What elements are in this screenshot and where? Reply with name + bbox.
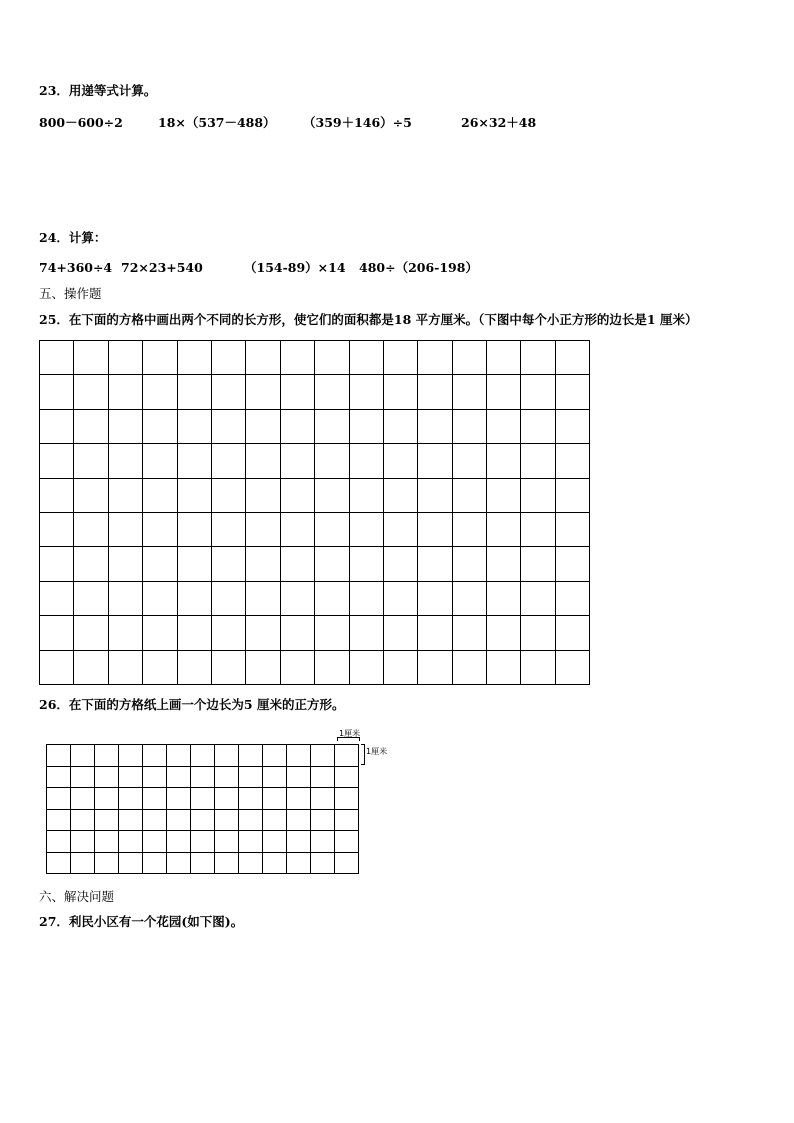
q26-title: 26．在下面的方格纸上画一个边长为5 厘米的正方形。 <box>39 697 345 712</box>
grid-cell[interactable] <box>143 745 167 767</box>
grid-cell[interactable] <box>311 788 335 810</box>
grid-cell[interactable] <box>246 650 280 684</box>
grid-cell[interactable] <box>246 444 280 478</box>
grid-cell[interactable] <box>280 581 314 615</box>
grid-cell[interactable] <box>167 766 191 788</box>
grid-cell[interactable] <box>521 512 555 546</box>
grid-cell[interactable] <box>191 831 215 853</box>
unit-label-top: 1厘米 <box>339 729 361 738</box>
grid-cell[interactable] <box>95 852 119 874</box>
grid-cell[interactable] <box>246 616 280 650</box>
grid-cell[interactable] <box>246 341 280 375</box>
grid-cell[interactable] <box>383 409 417 443</box>
grid-cell[interactable] <box>315 478 349 512</box>
q23-expr-4: 26×32＋48 <box>461 115 537 130</box>
grid-cell[interactable] <box>119 809 143 831</box>
q25-grid[interactable] <box>39 340 590 685</box>
grid-cell[interactable] <box>349 375 383 409</box>
grid-cell[interactable] <box>521 341 555 375</box>
grid-cell[interactable] <box>280 547 314 581</box>
grid-cell[interactable] <box>177 616 211 650</box>
grid-cell[interactable] <box>215 809 239 831</box>
grid-cell[interactable] <box>383 650 417 684</box>
grid-cell[interactable] <box>555 581 589 615</box>
grid-cell[interactable] <box>246 512 280 546</box>
grid-cell[interactable] <box>280 444 314 478</box>
grid-cell[interactable] <box>143 341 177 375</box>
grid-cell[interactable] <box>74 512 108 546</box>
grid-cell[interactable] <box>47 852 71 874</box>
grid-cell[interactable] <box>95 745 119 767</box>
grid-cell[interactable] <box>211 547 245 581</box>
grid-cell[interactable] <box>383 444 417 478</box>
grid-cell[interactable] <box>311 809 335 831</box>
q23-expr-1: 800－600÷2 <box>39 115 123 130</box>
grid-cell[interactable] <box>487 409 521 443</box>
grid-cell[interactable] <box>418 581 452 615</box>
grid-cell[interactable] <box>143 852 167 874</box>
grid-cell[interactable] <box>143 616 177 650</box>
grid-cell[interactable] <box>191 766 215 788</box>
grid-cell[interactable] <box>215 766 239 788</box>
grid-cell[interactable] <box>521 375 555 409</box>
grid-cell[interactable] <box>211 650 245 684</box>
grid-cell[interactable] <box>383 512 417 546</box>
q24-expr-1: 74+360÷4 <box>39 260 113 275</box>
grid-cell[interactable] <box>74 616 108 650</box>
grid-cell[interactable] <box>119 788 143 810</box>
grid-cell[interactable] <box>177 409 211 443</box>
grid-cell[interactable] <box>263 831 287 853</box>
grid-cell[interactable] <box>521 478 555 512</box>
grid-cell[interactable] <box>335 831 359 853</box>
grid-cell[interactable] <box>108 581 142 615</box>
grid-cell[interactable] <box>315 444 349 478</box>
grid-cell[interactable] <box>191 745 215 767</box>
grid-cell[interactable] <box>418 478 452 512</box>
grid-cell[interactable] <box>246 478 280 512</box>
grid-cell[interactable] <box>246 375 280 409</box>
grid-cell[interactable] <box>521 409 555 443</box>
q26-grid[interactable] <box>46 744 359 874</box>
grid-cell[interactable] <box>95 788 119 810</box>
grid-cell[interactable] <box>280 512 314 546</box>
grid-cell[interactable] <box>246 581 280 615</box>
grid-cell[interactable] <box>211 375 245 409</box>
q24-title: 24．计算： <box>39 230 107 245</box>
q25-title: 25．在下面的方格中画出两个不同的长方形，使它们的面积都是18 平方厘米。（下图中每个小正方形的边长是1 厘米） <box>39 312 698 327</box>
q23-expr-2: 18×（537－488） <box>158 115 276 130</box>
grid-cell[interactable] <box>74 444 108 478</box>
grid-cell[interactable] <box>143 766 167 788</box>
grid-cell[interactable] <box>349 341 383 375</box>
grid-cell[interactable] <box>349 444 383 478</box>
grid-cell[interactable] <box>349 409 383 443</box>
grid-cell[interactable] <box>555 444 589 478</box>
grid-cell[interactable] <box>215 788 239 810</box>
grid-cell[interactable] <box>40 547 74 581</box>
grid-cell[interactable] <box>311 852 335 874</box>
grid-cell[interactable] <box>40 341 74 375</box>
grid-cell[interactable] <box>47 745 71 767</box>
grid-cell[interactable] <box>335 852 359 874</box>
grid-cell[interactable] <box>555 341 589 375</box>
grid-cell[interactable] <box>143 650 177 684</box>
grid-cell[interactable] <box>143 831 167 853</box>
grid-cell[interactable] <box>315 581 349 615</box>
grid-cell[interactable] <box>211 444 245 478</box>
grid-cell[interactable] <box>74 547 108 581</box>
grid-cell[interactable] <box>239 788 263 810</box>
grid-cell[interactable] <box>74 650 108 684</box>
grid-cell[interactable] <box>418 375 452 409</box>
q24-expr-2: 72×23+540 <box>121 260 203 275</box>
grid-cell[interactable] <box>143 478 177 512</box>
grid-cell[interactable] <box>487 375 521 409</box>
grid-cell[interactable] <box>521 650 555 684</box>
grid-cell[interactable] <box>74 581 108 615</box>
grid-cell[interactable] <box>177 478 211 512</box>
q24-expr-3: （154-89）×14 <box>244 260 346 275</box>
grid-cell[interactable] <box>280 616 314 650</box>
grid-cell[interactable] <box>487 512 521 546</box>
grid-cell[interactable] <box>383 341 417 375</box>
grid-cell[interactable] <box>349 547 383 581</box>
grid-cell[interactable] <box>452 409 486 443</box>
grid-cell[interactable] <box>177 341 211 375</box>
grid-cell[interactable] <box>74 409 108 443</box>
grid-cell[interactable] <box>74 478 108 512</box>
grid-cell[interactable] <box>40 650 74 684</box>
grid-cell[interactable] <box>452 616 486 650</box>
grid-cell[interactable] <box>167 809 191 831</box>
grid-cell[interactable] <box>74 375 108 409</box>
grid-cell[interactable] <box>95 766 119 788</box>
grid-cell[interactable] <box>452 478 486 512</box>
grid-cell[interactable] <box>40 409 74 443</box>
grid-cell[interactable] <box>280 341 314 375</box>
grid-cell[interactable] <box>487 478 521 512</box>
grid-cell[interactable] <box>315 512 349 546</box>
grid-cell[interactable] <box>71 809 95 831</box>
grid-cell[interactable] <box>263 788 287 810</box>
q24-expr-4: 480÷（206-198） <box>359 260 478 275</box>
grid-cell[interactable] <box>177 547 211 581</box>
grid-cell[interactable] <box>555 616 589 650</box>
grid-cell[interactable] <box>143 547 177 581</box>
grid-cell[interactable] <box>108 375 142 409</box>
grid-cell[interactable] <box>40 512 74 546</box>
grid-cell[interactable] <box>263 766 287 788</box>
grid-cell[interactable] <box>383 375 417 409</box>
grid-cell[interactable] <box>487 444 521 478</box>
grid-cell[interactable] <box>143 375 177 409</box>
grid-cell[interactable] <box>555 547 589 581</box>
grid-cell[interactable] <box>239 809 263 831</box>
grid-cell[interactable] <box>487 581 521 615</box>
grid-cell[interactable] <box>143 444 177 478</box>
grid-cell[interactable] <box>287 809 311 831</box>
grid-cell[interactable] <box>335 809 359 831</box>
grid-cell[interactable] <box>108 616 142 650</box>
grid-cell[interactable] <box>287 745 311 767</box>
grid-cell[interactable] <box>555 512 589 546</box>
grid-cell[interactable] <box>40 581 74 615</box>
grid-cell[interactable] <box>211 409 245 443</box>
grid-cell[interactable] <box>215 831 239 853</box>
grid-cell[interactable] <box>177 650 211 684</box>
grid-cell[interactable] <box>335 766 359 788</box>
grid-cell[interactable] <box>452 581 486 615</box>
grid-cell[interactable] <box>108 341 142 375</box>
grid-cell[interactable] <box>177 375 211 409</box>
grid-cell[interactable] <box>521 616 555 650</box>
grid-cell[interactable] <box>211 581 245 615</box>
grid-cell[interactable] <box>280 650 314 684</box>
grid-cell[interactable] <box>71 852 95 874</box>
grid-cell[interactable] <box>143 512 177 546</box>
grid-cell[interactable] <box>349 512 383 546</box>
grid-cell[interactable] <box>71 766 95 788</box>
grid-cell[interactable] <box>287 831 311 853</box>
grid-cell[interactable] <box>349 650 383 684</box>
unit-label-side: 1厘米 <box>366 747 388 756</box>
grid-cell[interactable] <box>452 512 486 546</box>
grid-cell[interactable] <box>315 547 349 581</box>
grid-cell[interactable] <box>418 512 452 546</box>
grid-cell[interactable] <box>315 650 349 684</box>
grid-cell[interactable] <box>280 409 314 443</box>
grid-cell[interactable] <box>40 616 74 650</box>
grid-cell[interactable] <box>211 512 245 546</box>
grid-cell[interactable] <box>349 478 383 512</box>
grid-cell[interactable] <box>349 581 383 615</box>
grid-cell[interactable] <box>452 341 486 375</box>
grid-cell[interactable] <box>95 809 119 831</box>
grid-cell[interactable] <box>263 852 287 874</box>
grid-cell[interactable] <box>108 478 142 512</box>
grid-cell[interactable] <box>315 409 349 443</box>
grid-cell[interactable] <box>47 831 71 853</box>
grid-cell[interactable] <box>215 852 239 874</box>
grid-cell[interactable] <box>452 650 486 684</box>
grid-cell[interactable] <box>40 375 74 409</box>
grid-cell[interactable] <box>246 547 280 581</box>
q23-title: 23．用递等式计算。 <box>39 83 157 98</box>
grid-cell[interactable] <box>74 341 108 375</box>
grid-cell[interactable] <box>487 650 521 684</box>
grid-cell[interactable] <box>47 788 71 810</box>
grid-cell[interactable] <box>108 547 142 581</box>
grid-cell[interactable] <box>383 478 417 512</box>
grid-cell[interactable] <box>287 852 311 874</box>
grid-cell[interactable] <box>191 809 215 831</box>
grid-cell[interactable] <box>47 809 71 831</box>
grid-cell[interactable] <box>555 375 589 409</box>
grid-cell[interactable] <box>521 444 555 478</box>
grid-cell[interactable] <box>71 831 95 853</box>
grid-cell[interactable] <box>108 409 142 443</box>
grid-cell[interactable] <box>167 788 191 810</box>
grid-cell[interactable] <box>119 766 143 788</box>
grid-cell[interactable] <box>452 375 486 409</box>
grid-cell[interactable] <box>418 650 452 684</box>
grid-cell[interactable] <box>555 478 589 512</box>
section5-title: 五、操作题 <box>39 286 102 301</box>
grid-cell[interactable] <box>119 831 143 853</box>
grid-cell[interactable] <box>40 444 74 478</box>
grid-cell[interactable] <box>418 444 452 478</box>
grid-cell[interactable] <box>383 616 417 650</box>
grid-cell[interactable] <box>239 852 263 874</box>
grid-cell[interactable] <box>280 478 314 512</box>
grid-cell[interactable] <box>521 581 555 615</box>
grid-cell[interactable] <box>119 745 143 767</box>
grid-cell[interactable] <box>383 547 417 581</box>
grid-cell[interactable] <box>263 809 287 831</box>
grid-cell[interactable] <box>335 745 359 767</box>
section6-title: 六、解决问题 <box>39 889 115 904</box>
grid-cell[interactable] <box>287 788 311 810</box>
grid-cell[interactable] <box>167 831 191 853</box>
grid-cell[interactable] <box>239 745 263 767</box>
grid-cell[interactable] <box>108 650 142 684</box>
grid-cell[interactable] <box>215 745 239 767</box>
grid-cell[interactable] <box>108 444 142 478</box>
grid-cell[interactable] <box>191 788 215 810</box>
grid-cell[interactable] <box>143 788 167 810</box>
grid-cell[interactable] <box>108 512 142 546</box>
q23-expr-3: （359＋146）÷5 <box>303 115 412 130</box>
grid-cell[interactable] <box>167 852 191 874</box>
grid-cell[interactable] <box>263 745 287 767</box>
grid-cell[interactable] <box>143 409 177 443</box>
grid-cell[interactable] <box>487 547 521 581</box>
grid-cell[interactable] <box>280 375 314 409</box>
grid-cell[interactable] <box>335 788 359 810</box>
grid-cell[interactable] <box>349 616 383 650</box>
grid-cell[interactable] <box>71 745 95 767</box>
grid-cell[interactable] <box>143 809 167 831</box>
grid-cell[interactable] <box>177 512 211 546</box>
grid-cell[interactable] <box>418 547 452 581</box>
grid-cell[interactable] <box>246 409 280 443</box>
grid-cell[interactable] <box>487 616 521 650</box>
grid-cell[interactable] <box>311 745 335 767</box>
grid-cell[interactable] <box>177 444 211 478</box>
grid-cell[interactable] <box>239 766 263 788</box>
grid-cell[interactable] <box>555 650 589 684</box>
grid-cell[interactable] <box>315 375 349 409</box>
grid-cell[interactable] <box>211 341 245 375</box>
grid-cell[interactable] <box>71 788 95 810</box>
grid-cell[interactable] <box>119 852 143 874</box>
grid-cell[interactable] <box>40 478 74 512</box>
grid-cell[interactable] <box>315 616 349 650</box>
grid-cell[interactable] <box>167 745 191 767</box>
grid-cell[interactable] <box>555 409 589 443</box>
unit-bracket-side <box>361 744 365 765</box>
grid-cell[interactable] <box>239 831 263 853</box>
grid-cell[interactable] <box>191 852 215 874</box>
grid-cell[interactable] <box>311 831 335 853</box>
grid-cell[interactable] <box>418 341 452 375</box>
grid-cell[interactable] <box>211 478 245 512</box>
grid-cell[interactable] <box>418 616 452 650</box>
grid-cell[interactable] <box>47 766 71 788</box>
grid-cell[interactable] <box>211 616 245 650</box>
grid-cell[interactable] <box>452 547 486 581</box>
grid-cell[interactable] <box>315 341 349 375</box>
grid-cell[interactable] <box>383 581 417 615</box>
q27-title: 27．利民小区有一个花园(如下图)。 <box>39 914 244 929</box>
grid-cell[interactable] <box>452 444 486 478</box>
grid-cell[interactable] <box>521 547 555 581</box>
grid-cell[interactable] <box>143 581 177 615</box>
grid-cell[interactable] <box>418 409 452 443</box>
grid-cell[interactable] <box>487 341 521 375</box>
grid-cell[interactable] <box>311 766 335 788</box>
grid-cell[interactable] <box>177 581 211 615</box>
grid-cell[interactable] <box>95 831 119 853</box>
grid-cell[interactable] <box>287 766 311 788</box>
